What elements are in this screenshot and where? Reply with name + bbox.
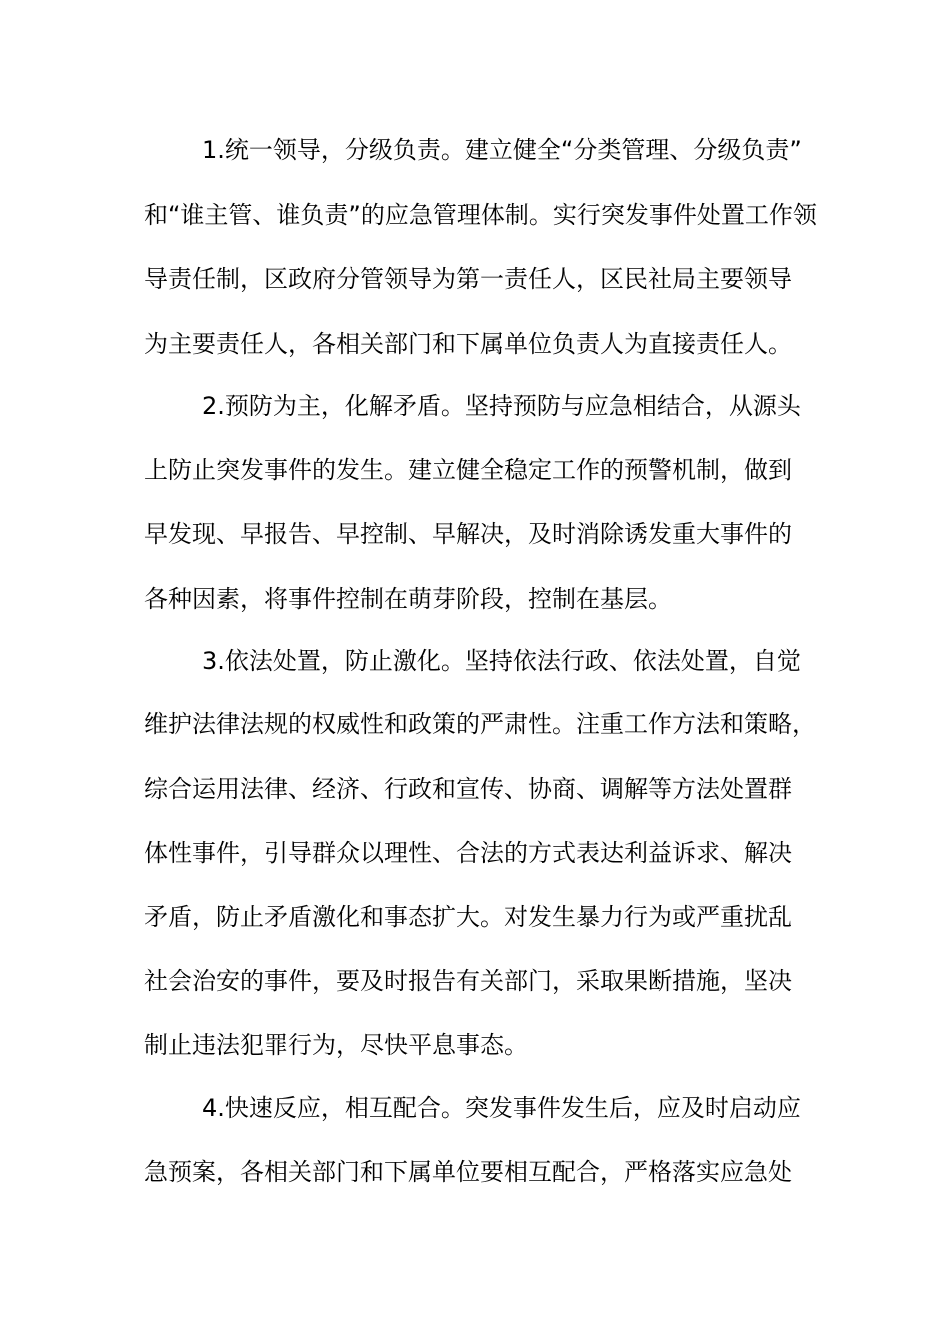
paragraph-3-line-1: 3.依法处置，防止激化。坚持依法行政、依法处置，自觉 [202, 647, 801, 675]
paragraph-3-line-5: 矛盾，防止矛盾激化和事态扩大。对发生暴力行为或严重扰乱 [144, 903, 792, 931]
paragraph-2-line-4: 各种因素，将事件控制在萌芽阶段，控制在基层。 [144, 585, 672, 613]
paragraph-4-line-1: 4.快速反应，相互配合。突发事件发生后，应及时启动应 [202, 1094, 801, 1122]
paragraph-3-line-7: 制止违法犯罪行为，尽快平息事态。 [144, 1031, 528, 1059]
paragraph-2-line-2: 上防止突发事件的发生。建立健全稳定工作的预警机制，做到 [144, 456, 792, 484]
paragraph-3-line-3: 综合运用法律、经济、行政和宣传、协商、调解等方法处置群 [144, 775, 792, 803]
paragraph-3-line-6: 社会治安的事件，要及时报告有关部门，采取果断措施，坚决 [144, 967, 792, 995]
paragraph-2-line-1: 2.预防为主，化解矛盾。坚持预防与应急相结合，从源头 [202, 392, 801, 420]
paragraph-1-line-2: 和“谁主管、谁负责”的应急管理体制。实行突发事件处置工作领 [144, 201, 817, 229]
paragraph-4-line-2: 急预案，各相关部门和下属单位要相互配合，严格落实应急处 [144, 1158, 792, 1186]
paragraph-1-line-4: 为主要责任人，各相关部门和下属单位负责人为直接责任人。 [144, 330, 792, 358]
paragraph-2-line-3: 早发现、早报告、早控制、早解决，及时消除诱发重大事件的 [144, 520, 792, 548]
paragraph-1-line-3: 导责任制，区政府分管领导为第一责任人，区民社局主要领导 [144, 265, 792, 293]
paragraph-3-line-4: 体性事件，引导群众以理性、合法的方式表达利益诉求、解决 [144, 839, 792, 867]
paragraph-1-line-1: 1.统一领导，分级负责。建立健全“分类管理、分级负责” [202, 136, 802, 164]
paragraph-3-line-2: 维护法律法规的权威性和政策的严肃性。注重工作方法和策略， [144, 710, 816, 738]
